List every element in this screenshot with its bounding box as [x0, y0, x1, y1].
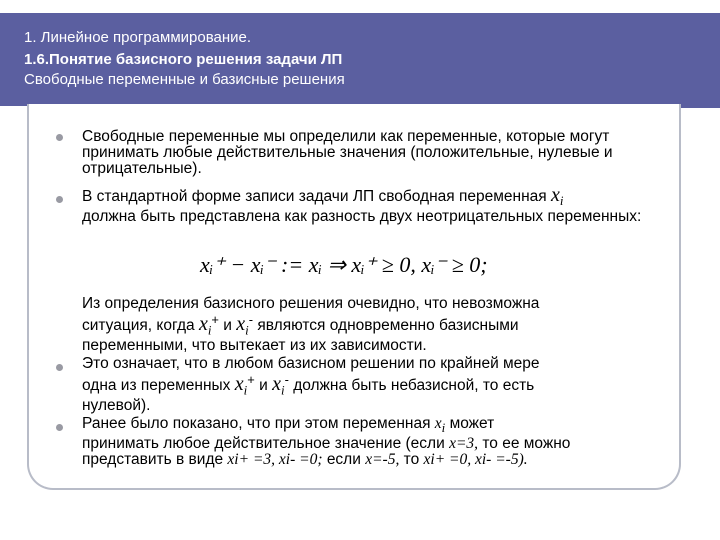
b5-line1a: Ранее было показано, что при этом переменная: [82, 415, 431, 432]
header-line-2: 1.6.Понятие базисного решения задачи ЛП: [24, 51, 343, 68]
para3-line1: Из определения базисного решения очевидно, что невозможна: [82, 295, 540, 312]
bullet-dot: [56, 424, 63, 431]
para3-and: и: [223, 317, 232, 335]
b5-line2a: принимать любое действительное значение (если: [82, 435, 445, 453]
var-sub: i: [559, 193, 564, 209]
b5-if: если: [326, 451, 361, 469]
bullet-1-text: Свободные переменные мы определили как переменные, которые могут принимать любые действительные значения (положительные, нулевые и отрицательные).: [82, 128, 613, 177]
bullet-4: Это означает, что в любом базисном решении по крайней мере одна из переменных $x_i^+$ и $x_i^-$ должна быть небазисной, то есть нулевой).: [82, 355, 540, 415]
b4-line2a: одна из переменных: [82, 377, 231, 395]
formula-text: xᵢ⁺ − xᵢ⁻ := xᵢ ⇒ xᵢ⁺ ≥ 0, xᵢ⁻ ≥ 0;: [200, 252, 488, 277]
b5-line1b: может: [449, 415, 495, 432]
bullet-dot: [56, 134, 63, 141]
b5-expr1: xi+ =3, xi- =0;: [227, 451, 323, 469]
b5-line2c: то ее можно: [482, 435, 571, 453]
var-x: x: [550, 184, 560, 206]
b5-xm5: x=-5,: [365, 451, 400, 469]
bullet-2-text2: должна быть представлена как разность двух неотрицательных переменных:: [82, 208, 642, 226]
header-line-1: 1. Линейное программирование.: [24, 29, 252, 46]
b5-expr2: xi+ =0, xi- =-5).: [423, 451, 528, 469]
bullet-2: [82, 184, 672, 226]
b5-x3: x=3,: [449, 435, 479, 453]
paragraph-3: Из определения базисного решения очевидно, что невозможна ситуация, когда $x_i^+$ и $x_i^-$ являются одновременно базисными переменными, что вытекает из их зависимости.: [82, 295, 540, 355]
bullet-5: Ранее было показано, что при этом переменная $x_i$ может принимать любое действительное значение (если x=3, то ее можно представить в виде xi+ =3, xi- =0; если x=-5, то xi+ =0, xi- =-5).: [82, 415, 571, 469]
para3-line2a: ситуация, когда: [82, 317, 195, 335]
b4-line3: нулевой).: [82, 397, 151, 415]
para3-line2c: являются одновременно базисными: [257, 317, 519, 335]
b5-then: то: [403, 451, 420, 469]
bullet-2-text: В стандартной форме записи задачи ЛП свободная переменная: [82, 188, 547, 205]
header-line-3: Свободные переменные и базисные решения: [24, 71, 345, 88]
b4-line2c: должна быть небазисной, то есть: [293, 377, 535, 395]
b4-and: и: [259, 377, 268, 395]
formula: [200, 252, 488, 278]
b5-line3a: представить в виде: [82, 451, 224, 469]
b4-line1: Это означает, что в любом базисном решении по крайней мере: [82, 355, 540, 372]
bullet-dot: [56, 196, 63, 203]
para3-line3: переменными, что вытекает из их зависимости.: [82, 337, 427, 355]
bullet-dot: [56, 364, 63, 371]
